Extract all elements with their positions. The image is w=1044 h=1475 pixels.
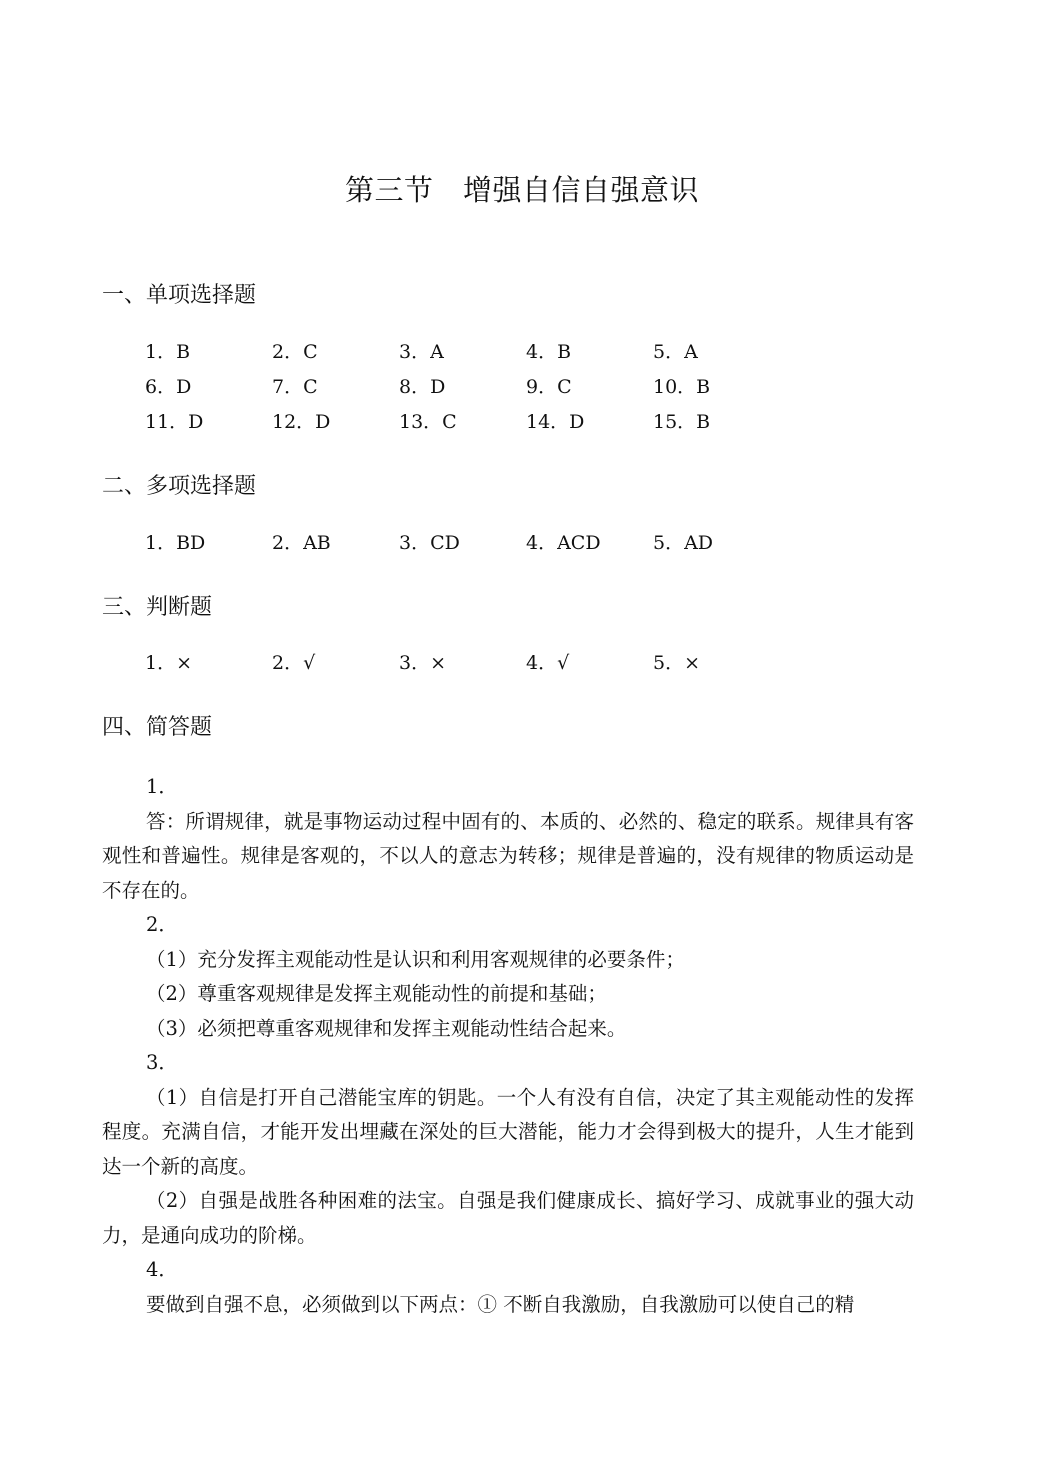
- answer-item: 11．D: [145, 411, 204, 433]
- answer-item: 3．×: [399, 652, 447, 674]
- answer-item: 14．D: [526, 411, 585, 433]
- answer-item: 4．ACD: [526, 532, 601, 554]
- answer-item: 7．C: [272, 376, 318, 398]
- page-title: 第三节 增强自信自强意识: [344, 173, 699, 207]
- answer-item: 2．AB: [272, 532, 331, 554]
- answer-item: 8．D: [399, 376, 446, 398]
- answer-item: 1．×: [145, 652, 193, 674]
- answer-item: 6．D: [145, 376, 192, 398]
- answer-item: 10．B: [653, 376, 711, 398]
- answer-item: 1．BD: [145, 532, 206, 554]
- short-answer-body: [102, 770, 914, 1322]
- answer-item: 5．A: [653, 341, 698, 363]
- answer-item: 4．√: [526, 652, 570, 674]
- question-number: 4．: [146, 1258, 178, 1281]
- answer-paragraph: （2）尊重客观规律是发挥主观能动性的前提和基础；: [146, 982, 607, 1005]
- answer-item: 15．B: [653, 411, 711, 433]
- question-number: 3．: [146, 1051, 178, 1074]
- section-heading-short-answer: 四、简答题: [102, 715, 213, 740]
- answer-item: 1．B: [145, 341, 191, 363]
- answer-item: 9．C: [526, 376, 572, 398]
- section-heading-multi-choice: 二、多项选择题: [102, 474, 257, 499]
- answer-paragraph: 答：所谓规律，就是事物运动过程中固有的、本质的、必然的、稳定的联系。规律具有客观性和普遍性。规律是客观的，不以人的意志为转移；规律是普遍的，没有规律的物质运动是不存在的。: [102, 809, 914, 902]
- question-number: 2．: [146, 913, 178, 936]
- answer-item: 5．×: [653, 652, 701, 674]
- answer-paragraph: （2）自强是战胜各种困难的法宝。自强是我们健康成长、搞好学习、成就事业的强大动力，是通向成功的阶梯。: [102, 1189, 914, 1247]
- answer-item: 2．√: [272, 652, 316, 674]
- section-heading-true-false: 三、判断题: [102, 595, 213, 620]
- answer-item: 4．B: [526, 341, 572, 363]
- answer-item: 13．C: [399, 411, 457, 433]
- answer-item: 5．AD: [653, 532, 714, 554]
- answer-paragraph: （1）充分发挥主观能动性是认识和利用客观规律的必要条件；: [146, 947, 685, 971]
- answer-paragraph: （3）必须把尊重客观规律和发挥主观能动性结合起来。: [146, 1016, 627, 1040]
- answer-item: 12．D: [272, 411, 331, 433]
- answer-item: 2．C: [272, 341, 318, 363]
- section-heading-single-choice: 一、单项选择题: [102, 283, 257, 308]
- answer-paragraph: 要做到自强不息，必须做到以下两点：① 不断自我激励，自我激励可以使自己的精: [146, 1292, 855, 1316]
- answer-paragraph: （1）自信是打开自己潜能宝库的钥匙。一个人有没有自信，决定了其主观能动性的发挥程度。充满自信，才能开发出埋藏在深处的巨大潜能，能力才会得到极大的提升，人生才能到达一个新的高度。: [102, 1085, 914, 1178]
- answer-item: 3．A: [399, 341, 444, 363]
- question-number: 1．: [146, 775, 178, 798]
- answer-item: 3．CD: [399, 532, 460, 554]
